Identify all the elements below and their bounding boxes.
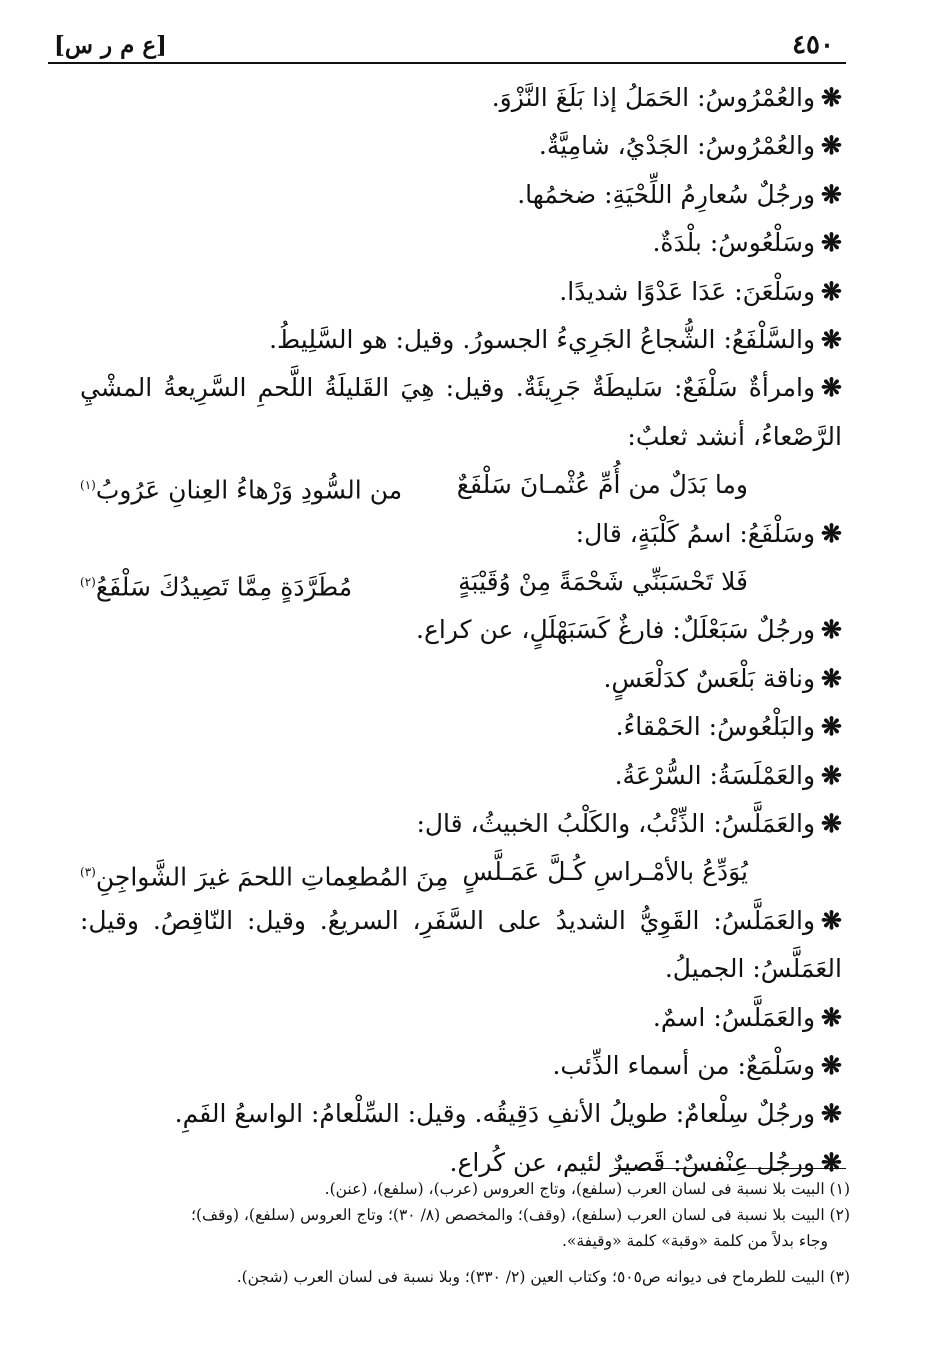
entry: ❋وسَلْمَعٌ: من أسماء الذِّئب.	[552, 1051, 842, 1081]
verse-second-hemistich: مُطَرَّدَةٍ مِمَّا تَصِيدُكَ سَلْفَعُ$^{(٢)}$	[80, 572, 353, 602]
entry: ❋والعَمَلَّسُ: اسمٌ.	[652, 1002, 842, 1032]
footnote-continuation: وجاء بدلاً من كلمة «وقبة» كلمة «وقيفة».	[561, 1232, 828, 1250]
page-header	[48, 24, 846, 64]
footnote: (٢) البيت بلا نسبة فى لسان العرب (سلفع)، (وقف)؛ والمخصص (٨/ ٣٠)؛ وتاج العروس (سلفع)، (وقف)؛	[191, 1206, 850, 1224]
entry: ❋وسَلْعُوسُ: بلْدَةٌ.	[652, 228, 842, 258]
star-icon: ❋	[821, 1099, 842, 1129]
star-icon: ❋	[821, 712, 842, 742]
footnote-separator	[614, 1168, 846, 1169]
verse-first-hemistich: يُوَدِّعُ بالأمْـراسِ كُـلَّ عَمَـلَّسٍ	[462, 857, 748, 887]
star-icon: ❋	[821, 373, 842, 403]
page-number: ٤٥٠	[792, 30, 834, 60]
entry: ❋ورجُلٌ سِلْعامٌ: طويلُ الأنفِ دَقِيقُه. وقيل: السِّلْعامُ: الواسعُ الفَمِ.	[174, 1099, 842, 1129]
verse-line	[80, 461, 842, 509]
entry: ❋والبَلْعُوسُ: الحَمْقاءُ.	[615, 712, 842, 742]
entries-body	[80, 74, 842, 1187]
verse-line	[80, 558, 842, 606]
entry: ❋وامرأةٌ سَلْفَعٌ: سَليطَةٌ جَرِيئَةٌ. وقيل: هِيَ القَليلَةُ اللَّحمِ السَّرِيعةُ المشْيِ الرَّصْعاءُ، أنشد ثعلبٌ:	[80, 373, 842, 451]
entry: ❋ورجُلٌ سُعارِمُ اللِّحْيَةِ: ضخمُها.	[517, 179, 842, 209]
entry: ❋والعَمَلَّسُ: الذِّئْبُ، والكَلْبُ الخبيثُ، قال:	[416, 809, 842, 839]
entry: ❋وناقة بَلْعَسٌ كدَلْعَسٍ.	[603, 663, 842, 693]
entry: ❋ورجُل عِنْفسٌ: قَصيرٌ لئيم، عن كُراع.	[449, 1147, 842, 1177]
star-icon: ❋	[821, 809, 842, 839]
entry: ❋ورجُلٌ سَبَعْلَلٌ: فارغٌ كَسَبَهْلَلٍ، عن كراع.	[416, 615, 842, 645]
star-icon: ❋	[821, 1147, 842, 1177]
entry: ❋والعَمَلَّسُ: القَوِيُّ الشديدُ على السَّفَرِ، السريعُ. وقيل: النّاقِصُ. وقيل: العَمَلَّسُ: الجميلُ.	[80, 905, 842, 984]
star-icon: ❋	[821, 325, 842, 355]
verse-first-hemistich: فَلا تَحْسَبَنِّي شَحْمَةً مِنْ وُقَيْبَةٍ	[458, 567, 748, 597]
verse-line	[80, 848, 842, 896]
star-icon: ❋	[821, 518, 842, 548]
footnote-ref: (١)	[80, 478, 96, 493]
verse-first-hemistich: وما بَدَلٌ من أُمِّ عُثْمـانَ سَلْفَعٌ	[456, 470, 748, 500]
star-icon: ❋	[821, 83, 842, 112]
footnote: (٣) البيت للطرماح فى ديوانه ص٥٠٥؛ وكتاب العين (٢/ ٣٣٠)؛ وبلا نسبة فى لسان العرب (شجن).	[236, 1268, 850, 1286]
star-icon: ❋	[821, 1051, 842, 1081]
entry: ❋والعُمْرُوسُ: الجَدْيُ، شامِيَّةٌ.	[538, 131, 842, 161]
footnote-ref: (٣)	[80, 865, 96, 880]
star-icon: ❋	[821, 1002, 842, 1032]
entry: ❋والسَّلْفَعُ: الشُّجاعُ الجَرِيءُ الجسورُ. وقيل: هو السَّلِيطُ.	[269, 325, 842, 355]
star-icon: ❋	[821, 760, 842, 790]
entry: ❋والعُمْرُوسُ: الحَمَلُ إذا بَلَغَ النَّزْوَ.	[491, 83, 842, 112]
star-icon: ❋	[821, 228, 842, 258]
star-icon: ❋	[821, 131, 842, 161]
star-icon: ❋	[821, 276, 842, 306]
verse-second-hemistich: مِنَ المُطعِماتِ اللحمَ غيرَ الشَّواجِنِ$^{(٣)}$	[80, 862, 449, 892]
entry: ❋والعَمْلَسَةُ: السُّرْعَةُ.	[614, 760, 842, 790]
star-icon: ❋	[821, 663, 842, 693]
star-icon: ❋	[821, 179, 842, 209]
footnote-ref: (٢)	[80, 575, 96, 590]
entry: ❋وسَلْفَعُ: اسمُ كَلْبَةٍ، قال:	[575, 518, 842, 548]
header-rule	[48, 62, 846, 64]
star-icon: ❋	[821, 615, 842, 645]
star-icon: ❋	[821, 905, 842, 935]
entry: ❋وسَلْعَنَ: عَدَا عَدْوًا شديدًا.	[559, 276, 842, 306]
footnote: (١) البيت بلا نسبة فى لسان العرب (سلفع)، وتاج العروس (عرب)، (سلفع)، (عنن).	[324, 1180, 850, 1198]
verse-second-hemistich: من السُّودِ وَرْهاءُ العِنانِ عَرُوبُ$^{(١)}$	[80, 475, 403, 505]
footnotes	[80, 1176, 850, 1290]
root-letters: [ع م ر س]	[54, 32, 167, 59]
